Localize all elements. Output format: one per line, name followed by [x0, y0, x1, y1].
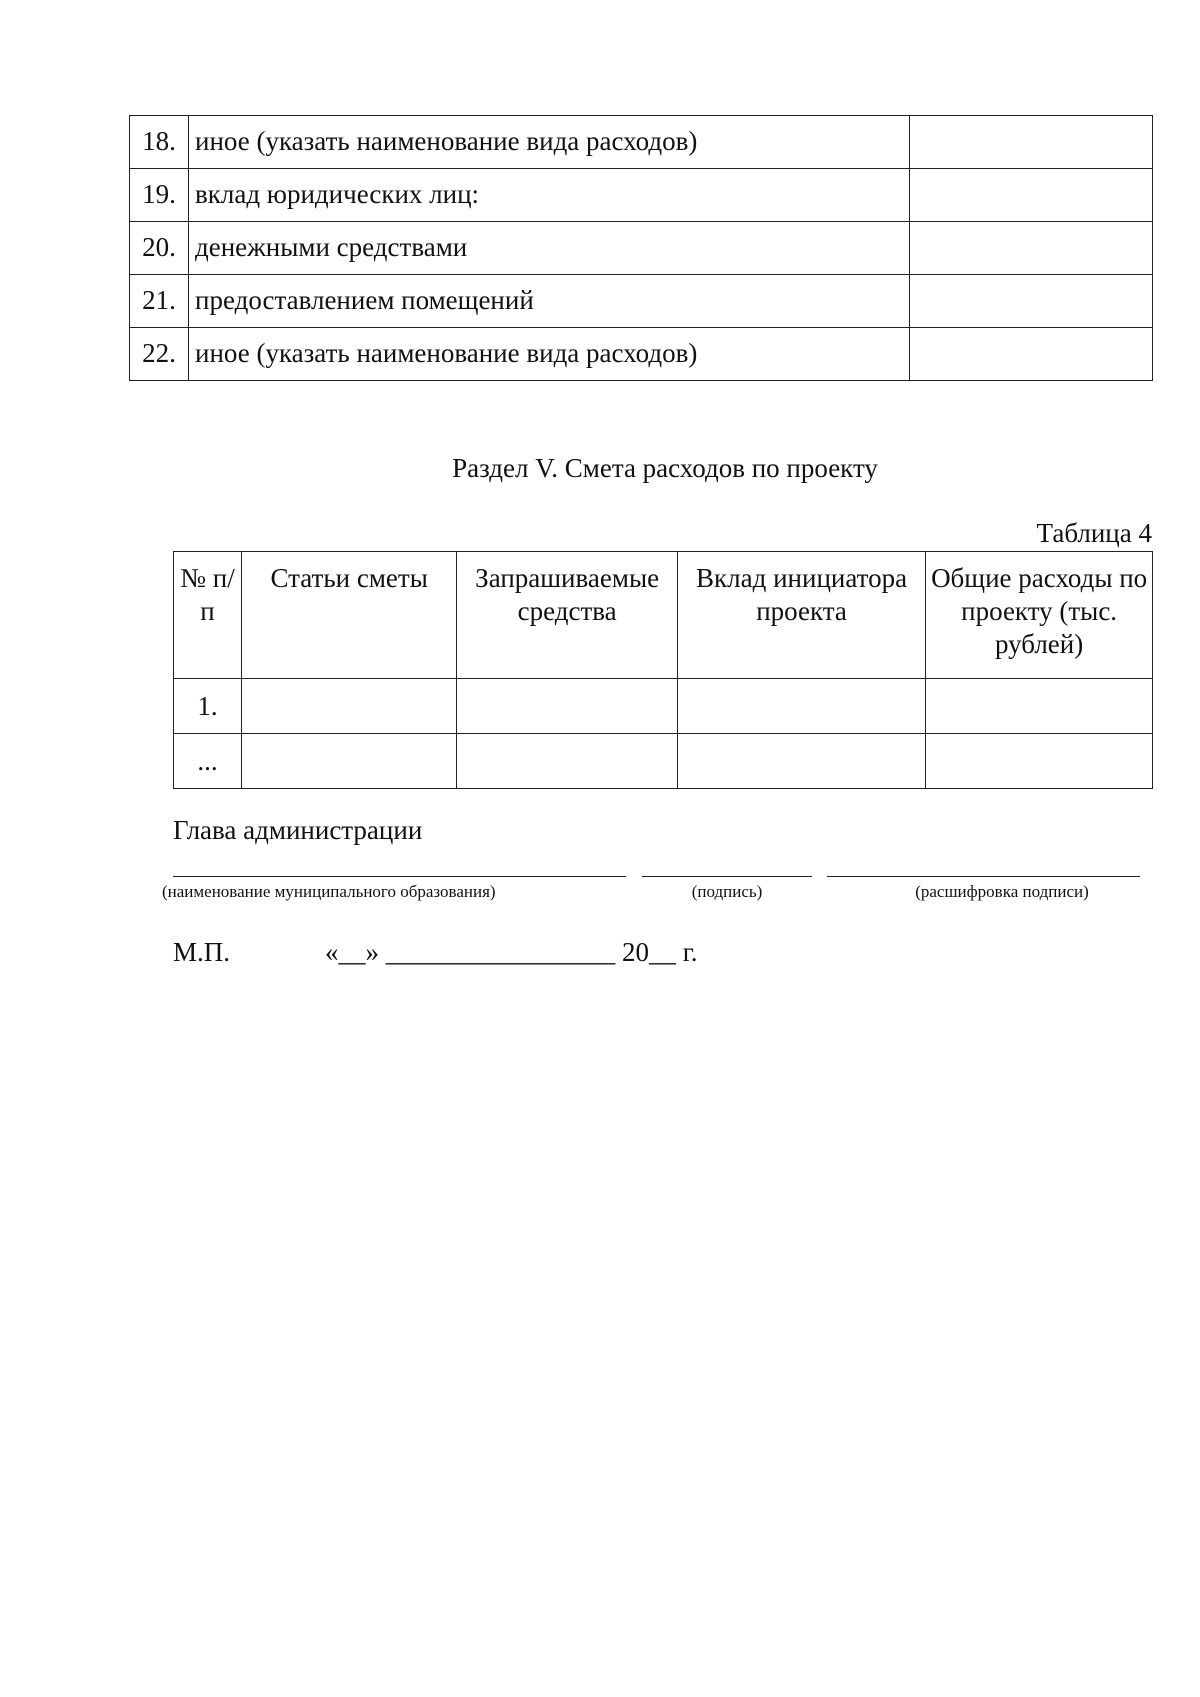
- table-row: [130, 328, 1153, 381]
- date-line: «__» _________________ 20__ г.: [325, 937, 698, 967]
- row-number: 21.: [130, 275, 189, 328]
- header-total: Общие расходы по проекту (тыс. рублей): [926, 552, 1153, 679]
- table-cell: [926, 679, 1153, 734]
- table-cell: [457, 679, 677, 734]
- table-cell: [241, 734, 456, 789]
- municipality-name-line: [173, 876, 626, 877]
- row-number: 18.: [130, 116, 189, 169]
- stamp-label: М.П.: [173, 937, 231, 967]
- signature-caption: (подпись): [691, 882, 763, 901]
- row-label: вклад юридических лиц:: [189, 169, 910, 222]
- table-row: [130, 275, 1153, 328]
- row-value-cell: [910, 169, 1153, 222]
- row-label: денежными средствами: [189, 222, 910, 275]
- table-cell: [457, 734, 677, 789]
- row-label: иное (указать наименование вида расходов): [189, 328, 910, 381]
- table-row: [130, 222, 1153, 275]
- row-value-cell: [910, 116, 1153, 169]
- table-row: [130, 116, 1153, 169]
- row-value-cell: [910, 275, 1153, 328]
- row-number: 22.: [130, 328, 189, 381]
- signature-decoding-line: [827, 876, 1140, 877]
- row-number: ...: [174, 734, 242, 789]
- header-initiator: Вклад инициатора проекта: [677, 552, 925, 679]
- row-number: 1.: [174, 679, 242, 734]
- section-title: Раздел V. Смета расходов по проекту: [452, 453, 878, 483]
- row-label: предоставлением помещений: [189, 275, 910, 328]
- budget-sources-table: [129, 115, 1153, 381]
- row-number: 19.: [130, 169, 189, 222]
- table-row: [130, 169, 1153, 222]
- table-caption: Таблица 4: [1036, 518, 1152, 548]
- row-value-cell: [910, 222, 1153, 275]
- table-cell: [926, 734, 1153, 789]
- table-cell: [241, 679, 456, 734]
- row-value-cell: [910, 328, 1153, 381]
- table-cell: [677, 679, 925, 734]
- municipality-name-caption: (наименование муниципального образования): [162, 882, 496, 901]
- header-requested: Запрашиваемые средства: [457, 552, 677, 679]
- table-row: [174, 679, 1153, 734]
- table-cell: [677, 734, 925, 789]
- header-num: № п/п: [174, 552, 242, 679]
- estimate-table: [173, 551, 1153, 789]
- signature-line: [642, 876, 812, 877]
- table-row: [174, 734, 1153, 789]
- table-header-row: [174, 552, 1153, 679]
- header-items: Статьи сметы: [241, 552, 456, 679]
- row-number: 20.: [130, 222, 189, 275]
- row-label: иное (указать наименование вида расходов): [189, 116, 910, 169]
- head-of-administration-label: Глава администрации: [173, 815, 423, 845]
- signature-decoding-caption: (расшифровка подписи): [915, 882, 1089, 901]
